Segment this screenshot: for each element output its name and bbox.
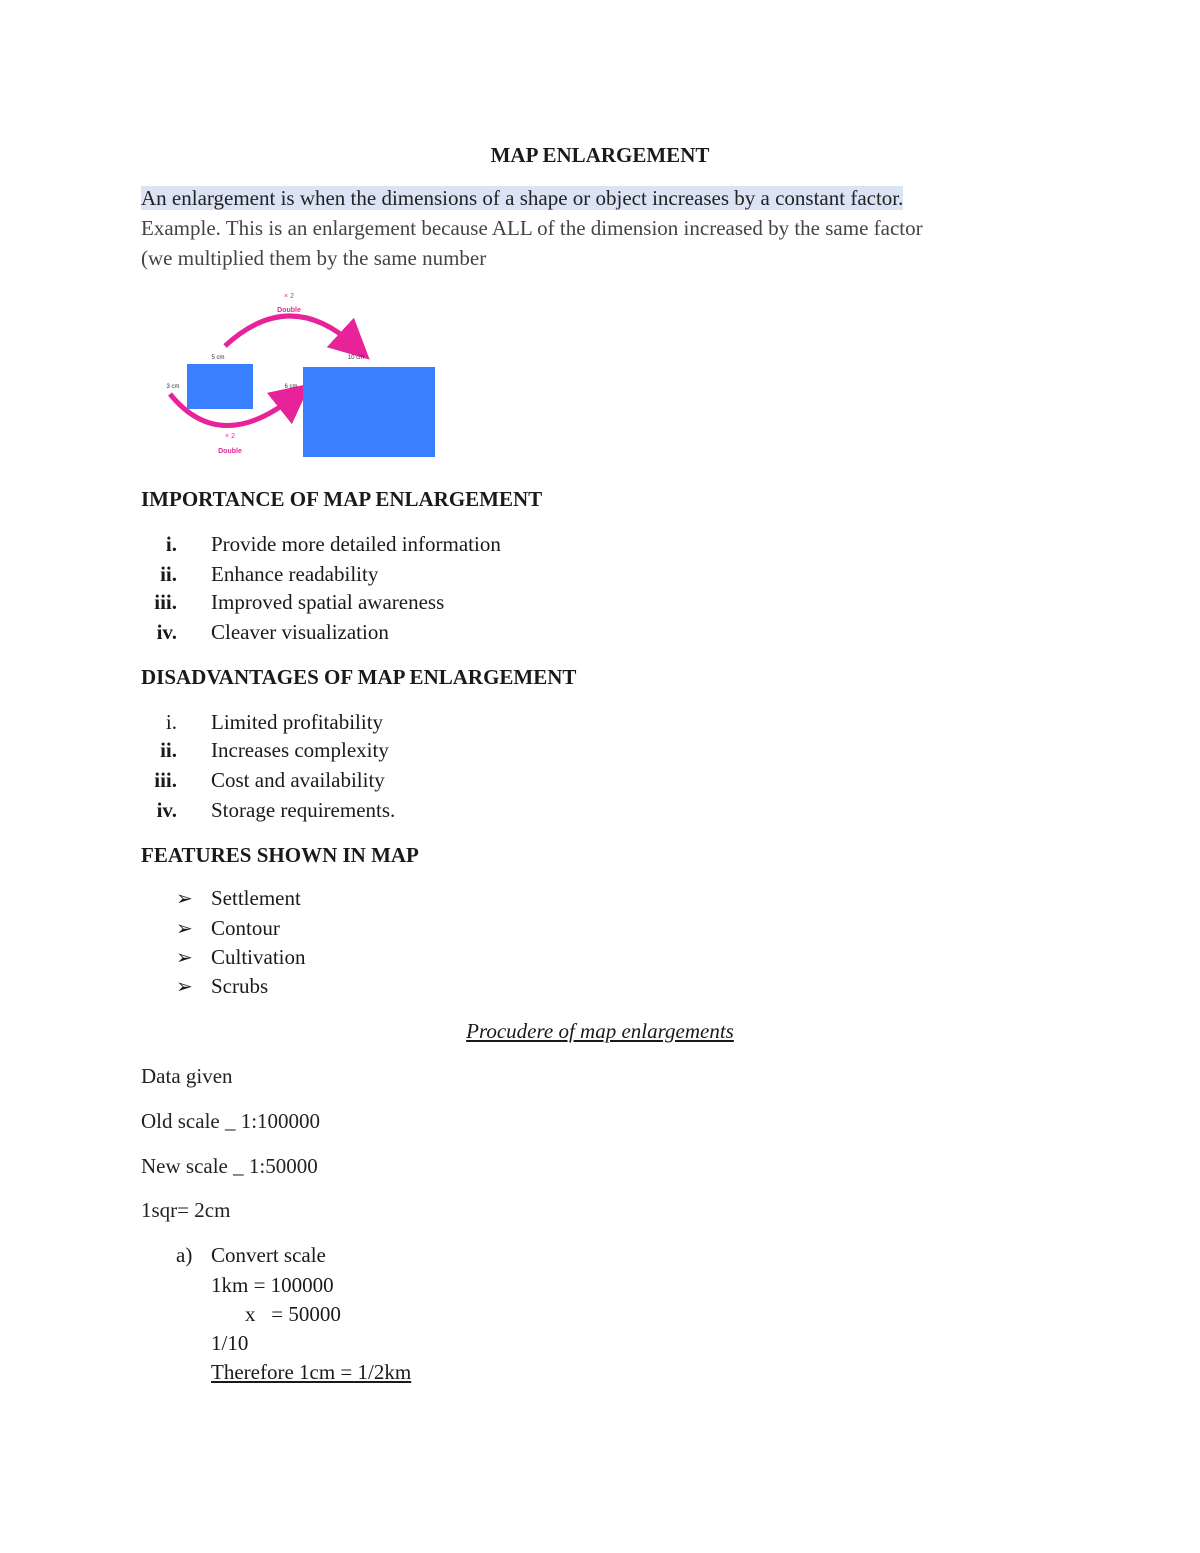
- disadvantage-num-1: i.: [165, 710, 177, 734]
- enlargement-diagram: [160, 286, 450, 462]
- importance-item-3: Improved spatial awareness: [211, 590, 445, 614]
- importance-item-1: Provide more detailed information: [211, 532, 501, 556]
- definition-paragraph: [141, 186, 903, 211]
- feature-item-2: Contour: [211, 916, 280, 940]
- disadvantage-item-2: Increases complexity: [211, 738, 389, 762]
- feature-item-4: Scrubs: [211, 974, 269, 998]
- disadvantage-item-3: Cost and availability: [211, 768, 385, 792]
- large-width-label: 10 cm: [347, 355, 365, 361]
- highlighted-definition: An enlargement is when the dimensions of a shape or object increases by a constant factor.: [141, 186, 904, 210]
- bottom-double-label: Double: [218, 448, 242, 455]
- example-line-2: (we multiplied them by the same number: [141, 246, 487, 270]
- calc-line-2: x = 50000: [245, 1302, 341, 1326]
- procedure-title: Procudere of map enlargements: [466, 1019, 734, 1043]
- top-factor-label: × 2: [284, 293, 294, 300]
- small-rectangle: [187, 364, 253, 409]
- disadvantage-item-4: Storage requirements.: [211, 798, 396, 822]
- arrow-bullet-icon: ➢: [176, 918, 193, 940]
- arrow-bullet-icon: ➢: [176, 976, 193, 998]
- features-heading: FEATURES SHOWN IN MAP: [141, 843, 419, 867]
- data-given-label: Data given: [141, 1064, 233, 1088]
- disadvantage-num-2: ii.: [160, 738, 177, 762]
- importance-item-4: Cleaver visualization: [211, 620, 389, 644]
- bottom-factor-label: × 2: [225, 433, 235, 440]
- document-title: MAP ENLARGEMENT: [490, 143, 710, 167]
- calc-line-4: Therefore 1cm = 1/2km: [211, 1360, 412, 1384]
- small-width-label: 5 cm: [211, 355, 225, 361]
- small-height-label: 3 cm: [166, 384, 180, 390]
- calc-line-1: 1km = 100000: [211, 1273, 334, 1297]
- disadvantage-item-1: Limited profitability: [211, 710, 384, 734]
- large-rectangle: [303, 367, 435, 457]
- calc-line-3: 1/10: [211, 1331, 249, 1355]
- disadvantages-heading: DISADVANTAGES OF MAP ENLARGEMENT: [141, 665, 577, 689]
- importance-num-2: ii.: [160, 562, 177, 586]
- importance-heading: IMPORTANCE OF MAP ENLARGEMENT: [141, 487, 543, 511]
- top-double-label: Double: [277, 307, 301, 314]
- square-ratio: 1sqr= 2cm: [141, 1198, 231, 1222]
- step-a-label: a): [176, 1243, 193, 1267]
- arrow-bullet-icon: ➢: [176, 947, 193, 969]
- importance-item-2: Enhance readability: [211, 562, 379, 586]
- feature-item-1: Settlement: [211, 886, 301, 910]
- new-scale: New scale _ 1:50000: [141, 1154, 318, 1178]
- arrow-bullet-icon: ➢: [176, 888, 193, 910]
- step-a-title: Convert scale: [211, 1243, 326, 1267]
- example-line-1: Example. This is an enlargement because ALL of the dimension increased by the same factor: [141, 216, 923, 240]
- importance-num-3: iii.: [154, 590, 177, 614]
- feature-item-3: Cultivation: [211, 945, 306, 969]
- importance-num-4: iv.: [156, 620, 177, 644]
- importance-num-1: i.: [165, 532, 177, 556]
- old-scale: Old scale _ 1:100000: [141, 1109, 321, 1133]
- disadvantage-num-3: iii.: [154, 768, 177, 792]
- disadvantage-num-4: iv.: [156, 798, 177, 822]
- top-arrow: [225, 316, 355, 346]
- large-height-label: 6 cm: [284, 384, 298, 390]
